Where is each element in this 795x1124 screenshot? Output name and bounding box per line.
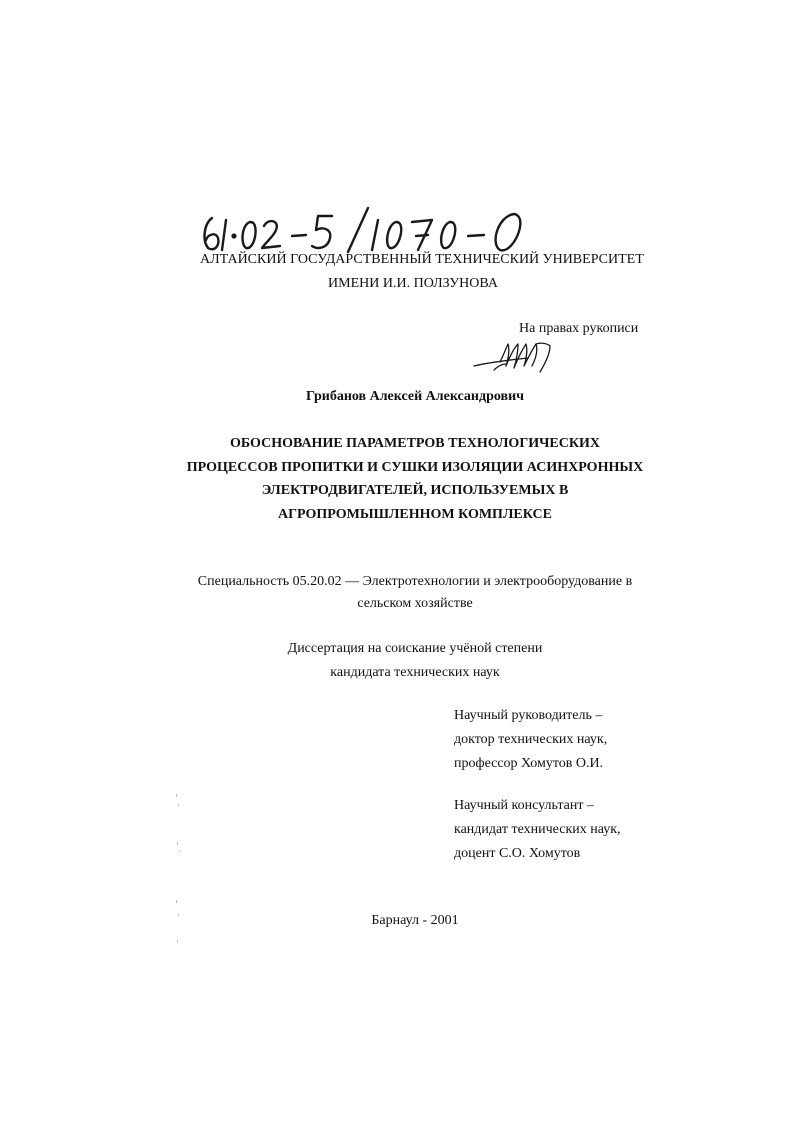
scan-specks	[170, 790, 190, 950]
manuscript-rights-note: На правах рукописи	[519, 321, 639, 336]
university-name-line1: АЛТАЙСКИЙ ГОСУДАРСТВЕННЫЙ ТЕХНИЧЕСКИЙ УНИВЕРСИТЕТ	[200, 252, 644, 267]
consultant-line: доцент С.О. Хомутов	[454, 846, 581, 861]
specialty-line: Специальность 05.20.02 — Электротехнологии и электрооборудование в	[197, 574, 633, 589]
university-name-line2: ИМЕНИ И.И. ПОЛЗУНОВА	[328, 276, 498, 291]
title-line: ПРОЦЕССОВ ПРОПИТКИ И СУШКИ ИЗОЛЯЦИИ АСИНХРОННЫХ	[186, 459, 644, 475]
degree-statement	[180, 637, 650, 685]
degree-line: кандидата технических наук	[330, 665, 500, 680]
consultant-line: Научный консультант –	[454, 798, 594, 813]
city-and-year: Барнаул - 2001	[371, 913, 459, 928]
degree-line: Диссертация на соискание учёной степени	[287, 641, 543, 656]
specialty	[180, 571, 650, 615]
title-line: ЭЛЕКТРОДВИГАТЕЛЕЙ, ИСПОЛЬЗУЕМЫХ В	[261, 483, 569, 498]
signature-drawing	[470, 336, 560, 378]
scientific-supervisor	[454, 704, 607, 776]
title-line: АГРОПРОМЫШЛЕННОМ КОМПЛЕКСЕ	[278, 506, 552, 522]
handwritten-archive-code-drawing	[198, 206, 538, 254]
specialty-line: сельском хозяйстве	[357, 596, 473, 611]
dissertation-title	[180, 432, 650, 526]
author-name: Грибанов Алексей Александрович	[305, 389, 525, 404]
supervisor-line: доктор технических наук,	[454, 732, 608, 747]
supervisor-line: Научный руководитель –	[454, 708, 603, 723]
handwritten-signature	[470, 336, 560, 378]
scientific-consultant	[454, 794, 621, 866]
consultant-line: кандидат технических наук,	[454, 822, 621, 837]
supervisor-line: профессор Хомутов О.И.	[454, 756, 604, 771]
scan-specks-drawing	[170, 790, 190, 950]
title-line: ОБОСНОВАНИЕ ПАРАМЕТРОВ ТЕХНОЛОГИЧЕСКИХ	[229, 436, 600, 451]
handwritten-archive-code	[198, 206, 538, 254]
